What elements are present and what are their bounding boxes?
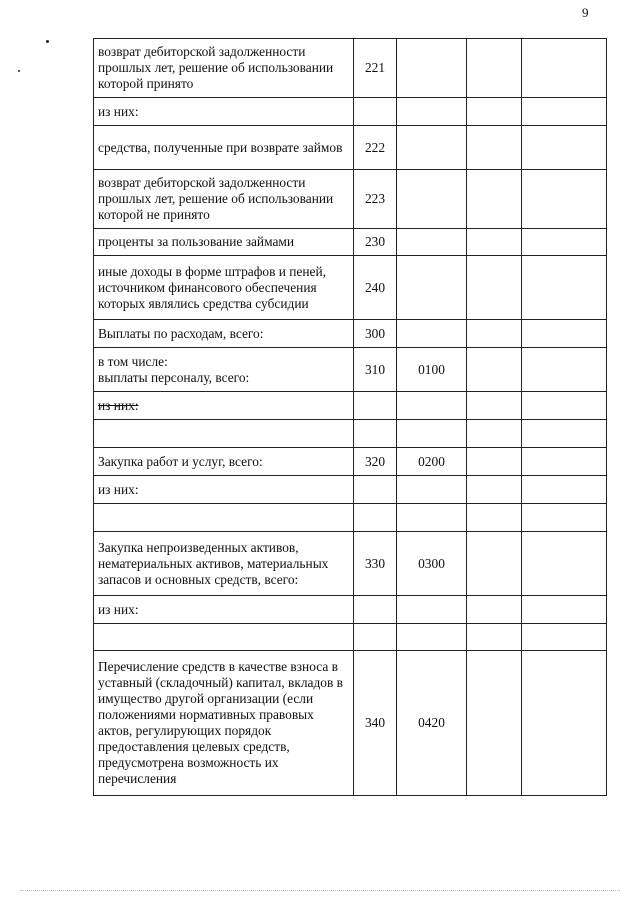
table-row xyxy=(94,624,607,651)
row-name: возврат дебиторской задолженности прошлых лет, решение об использовании которой не принято xyxy=(94,170,354,229)
row-kbk xyxy=(397,596,467,624)
row-kbk xyxy=(397,420,467,448)
row-kbk: 0100 xyxy=(397,348,467,392)
row-name: в том числе: выплаты персоналу, всего: xyxy=(94,348,354,392)
row-kbk xyxy=(397,624,467,651)
row-kbk xyxy=(397,320,467,348)
empty-cell xyxy=(467,476,522,504)
row-kbk xyxy=(397,392,467,420)
empty-cell xyxy=(522,320,607,348)
empty-cell xyxy=(467,39,522,98)
table-row xyxy=(94,348,607,392)
empty-cell xyxy=(522,651,607,796)
table-row xyxy=(94,392,607,420)
row-code: 222 xyxy=(354,126,397,170)
row-name: из них: xyxy=(94,476,354,504)
row-name: возврат дебиторской задолженности прошлых лет, решение об использовании которой принято xyxy=(94,39,354,98)
row-kbk: 0420 xyxy=(397,651,467,796)
row-name: из них: xyxy=(94,392,354,420)
table-row xyxy=(94,256,607,320)
row-name: Выплаты по расходам, всего: xyxy=(94,320,354,348)
empty-cell xyxy=(522,532,607,596)
row-kbk xyxy=(397,170,467,229)
row-code: 223 xyxy=(354,170,397,229)
empty-cell xyxy=(467,98,522,126)
table-row xyxy=(94,420,607,448)
row-code: 240 xyxy=(354,256,397,320)
table-row xyxy=(94,320,607,348)
row-code xyxy=(354,624,397,651)
empty-cell xyxy=(522,98,607,126)
empty-cell xyxy=(522,448,607,476)
empty-cell xyxy=(467,596,522,624)
row-name: из них: xyxy=(94,98,354,126)
row-name: Закупка непроизведенных активов, нематериальных активов, материальных запасов и основных средств, всего: xyxy=(94,532,354,596)
row-name xyxy=(94,624,354,651)
empty-cell xyxy=(467,348,522,392)
row-kbk xyxy=(397,39,467,98)
table-row xyxy=(94,126,607,170)
row-code: 310 xyxy=(354,348,397,392)
empty-cell xyxy=(522,420,607,448)
empty-cell xyxy=(467,651,522,796)
empty-cell xyxy=(522,596,607,624)
empty-cell xyxy=(467,624,522,651)
row-name: средства, полученные при возврате займов xyxy=(94,126,354,170)
row-code xyxy=(354,420,397,448)
empty-cell xyxy=(522,348,607,392)
empty-cell xyxy=(522,624,607,651)
row-code xyxy=(354,596,397,624)
table-row xyxy=(94,39,607,98)
empty-cell xyxy=(467,504,522,532)
empty-cell xyxy=(467,420,522,448)
row-code: 230 xyxy=(354,229,397,256)
table-row xyxy=(94,504,607,532)
scan-dot xyxy=(46,40,49,43)
row-kbk xyxy=(397,256,467,320)
row-code: 340 xyxy=(354,651,397,796)
report-table xyxy=(93,38,607,796)
row-code xyxy=(354,476,397,504)
empty-cell xyxy=(522,476,607,504)
empty-cell xyxy=(467,229,522,256)
row-kbk xyxy=(397,229,467,256)
row-name: из них: xyxy=(94,596,354,624)
table-row xyxy=(94,651,607,796)
row-kbk xyxy=(397,98,467,126)
empty-cell xyxy=(467,392,522,420)
row-code xyxy=(354,98,397,126)
table-row xyxy=(94,596,607,624)
table-row xyxy=(94,448,607,476)
scan-noise xyxy=(20,890,620,892)
empty-cell xyxy=(522,256,607,320)
row-kbk xyxy=(397,126,467,170)
empty-cell xyxy=(522,170,607,229)
empty-cell xyxy=(522,229,607,256)
row-name: Перечисление средств в качестве взноса в уставный (складочный) капитал, вкладов в имущество другой организации (если положениями нормативных правовых актов, регулирующих порядок предоставления целевых средств, предусмотрена возможность их перечисления xyxy=(94,651,354,796)
row-name xyxy=(94,504,354,532)
row-name: проценты за пользование займами xyxy=(94,229,354,256)
empty-cell xyxy=(467,256,522,320)
empty-cell xyxy=(467,532,522,596)
page-number: 9 xyxy=(582,5,589,20)
row-kbk: 0300 xyxy=(397,532,467,596)
row-code xyxy=(354,392,397,420)
row-code: 330 xyxy=(354,532,397,596)
scan-dot xyxy=(18,70,20,72)
empty-cell xyxy=(522,504,607,532)
row-name xyxy=(94,420,354,448)
table-row xyxy=(94,170,607,229)
table-row xyxy=(94,98,607,126)
table-row xyxy=(94,229,607,256)
table-row xyxy=(94,476,607,504)
row-name: Закупка работ и услуг, всего: xyxy=(94,448,354,476)
row-kbk xyxy=(397,504,467,532)
row-kbk xyxy=(397,476,467,504)
row-code: 221 xyxy=(354,39,397,98)
row-code xyxy=(354,504,397,532)
row-code: 320 xyxy=(354,448,397,476)
empty-cell xyxy=(467,320,522,348)
empty-cell xyxy=(467,448,522,476)
empty-cell xyxy=(522,126,607,170)
row-name: иные доходы в форме штрафов и пеней, источником финансового обеспечения которых являлись средства субсидии xyxy=(94,256,354,320)
row-kbk: 0200 xyxy=(397,448,467,476)
empty-cell xyxy=(522,39,607,98)
row-code: 300 xyxy=(354,320,397,348)
table-row xyxy=(94,532,607,596)
empty-cell xyxy=(522,392,607,420)
empty-cell xyxy=(467,170,522,229)
empty-cell xyxy=(467,126,522,170)
